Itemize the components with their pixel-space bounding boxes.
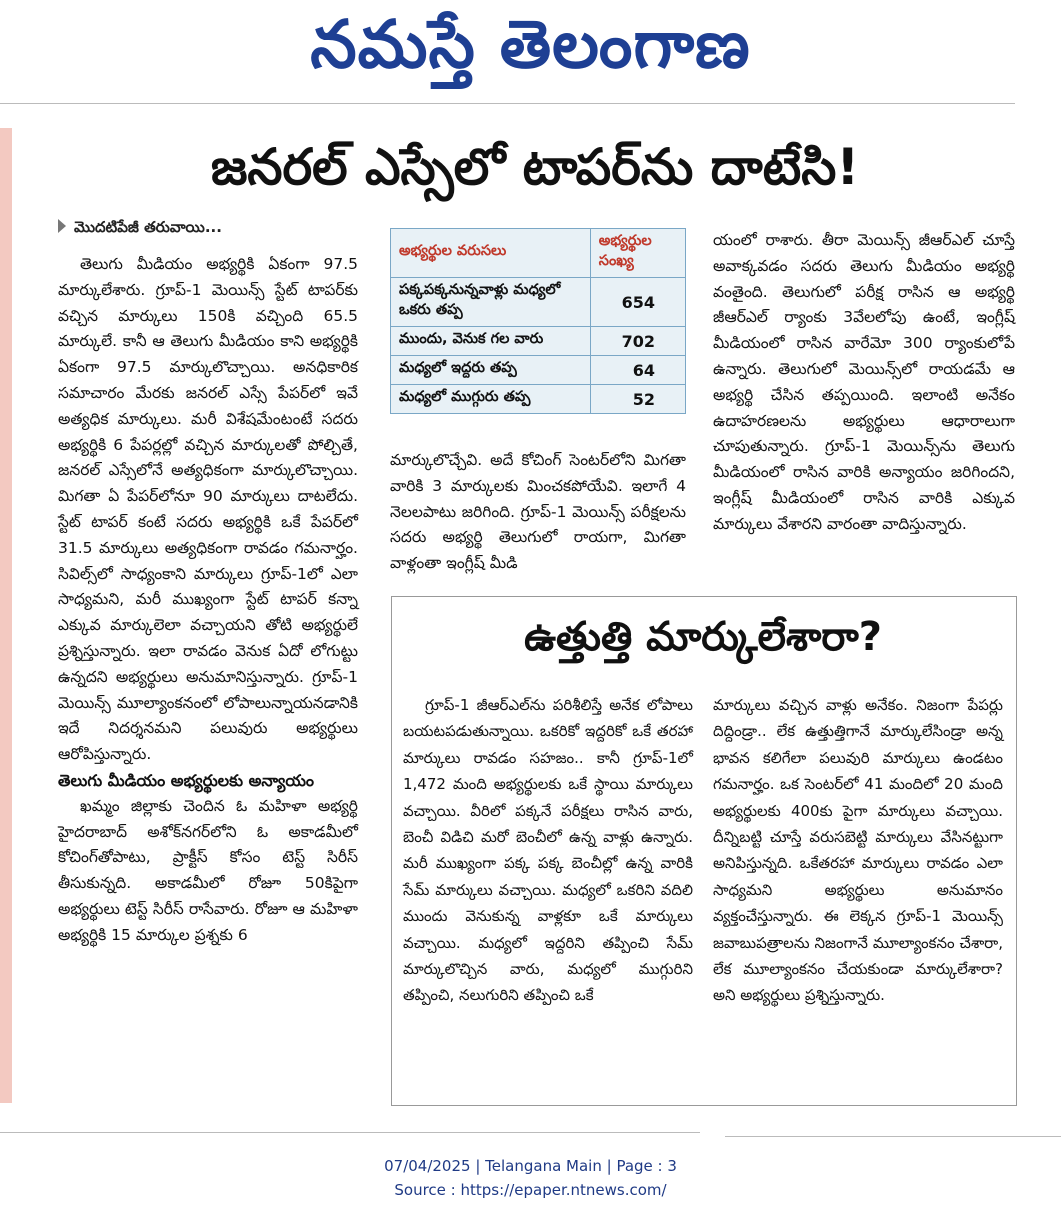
paragraph: ఖమ్మం జిల్లాకు చెందిన ఓ మహిళా అభ్యర్థి హైదరాబాద్ అశోక్‌నగర్‌లోని ఓ అకాడమీలో కోచింగ్‌తోపాటు, ప్రాక్టీస్ కోసం టెస్ట్ సిరీస్ తీసుకున్నది. అకాడమీలో రోజూ 50కిపైగా అభ్యర్థులు టెస్ట్ సిరీస్ రాసేవారు. రోజూ ఆ మహిళా అభ్యర్థికి 15 మార్కుల ప్రశ్నకు 6 [58,796,358,944]
continued-text: మొదటిపేజీ తరువాయి... [74,218,222,236]
table-cell-label: ముందు, వెనుక గల వారు [391,327,591,356]
footer-divider [0,1132,700,1133]
table-row [391,385,686,414]
paragraph: మార్కులొచ్చేవి. అదే కోచింగ్ సెంటర్‌లోని మిగతా వారికి 3 మార్కులకు మించకపోయేవి. ఇలాగే 4 నెలలపాటు జరిగింది. గ్రూప్-1 మెయిన్స్ పరీక్షలను సదరు అభ్యర్థి తెలుగులో రాయగా, మిగతా వాళ్లంతా ఇంగ్లీష్ మీడి [390,451,686,573]
table-row [391,356,686,385]
sidebar-column-2 [713,692,1003,1009]
table-cell-value: 654 [590,278,685,327]
paragraph: యంలో రాశారు. తీరా మెయిన్స్ జీఆర్‌ఎల్ చూస్తే అవాక్కవడం సదరు తెలుగు మీడియం అభ్యర్థి వంతైంది. తెలుగులో పరీక్ష రాసిన ఆ అభ్యర్థి జీఆర్‌ఎల్ ర్యాంకు 3వేలలోపు ఉంటే, ఇంగ్లీష్ మీడియంలో రాసిన వారేమో 300 ర్యాంకులోపే ఉన్నారు. తెలుగులో మెయిన్స్‌లో రాయడమే ఆ అభ్యర్థి చేసిన తప్పయింది. ఇలాంటి అనేకం ఉదాహరణలను అభ్యర్థులు ఆధారాలుగా చూపుతున్నారు. గ్రూప్-1 మెయిన్స్‌ను తెలుగు మీడియంలో రాసిన వారికి అన్యాయం జరిగిందని, ఇంగ్లీష్ మీడియంలో రాసిన వారికి ఎక్కువ మార్కులు వేశారని వారంతా వాదిస్తున్నారు. [713,231,1015,533]
table-cell-value: 702 [590,327,685,356]
table-cell-label: మధ్యలో ఇద్దరు తప్ప [391,356,591,385]
table-cell-label: పక్కపక్కనున్నవాళ్లు మధ్యలో ఒకరు తప్ప [391,278,591,327]
paragraph: గ్రూప్-1 జీఆర్‌ఎల్‌ను పరిశీలిస్తే అనేక లోపాలు బయటపడుతున్నాయి. ఒకరికో ఇద్దరికో ఒకే తరహా మార్కులు రావడం సహజం.. కానీ గ్రూప్-1లో 1,472 మంది అభ్యర్థులకు ఒకే స్థాయి మార్కులు వచ్చాయి. వీరిలో పక్కనే పరీక్షలు రాసిన వారు, బెంచీ విడిచి మరో బెంచీలో ఉన్న వాళ్లు ఉన్నారు. మరీ ముఖ్యంగా పక్క పక్క బెంచీల్లో ఉన్న వారికి సేమ్ మార్కులు వచ్చాయి. మధ్యలో ఒకరిని వదిలి ముందు వెనుకున్న వాళ్లకూ ఒకే మార్కులు వచ్చాయి. మధ్యలో ఇద్దరిని తప్పించి సేమ్ మార్కులొచ్చిన వారు, మధ్యలో ముగ్గురిని తప్పించి, నలుగురిని తప్పించి ఒకే [403,696,693,1005]
left-margin-strip [0,128,12,1103]
continued-label [58,218,222,240]
chevron-right-icon [58,219,66,233]
table-row [391,327,686,356]
page-footer [0,1154,1061,1202]
sidebar-box-title: ఉత్తుత్తి మార్కులేశారా? [524,614,882,660]
sidebar-column-1 [403,692,693,1009]
table-cell-value: 52 [590,385,685,414]
article-column-3 [713,228,1015,538]
table-header: అభ్యర్థుల సంఖ్య [590,229,685,278]
article-column-2 [390,448,686,577]
table-row [391,278,686,327]
table-header-row [391,229,686,278]
article-column-1 [58,252,358,949]
paragraph: తెలుగు మీడియం అభ్యర్థికి ఏకంగా 97.5 మార్కులేశారు. గ్రూప్-1 మెయిన్స్ స్టేట్ టాపర్‌కు వచ్చిన మార్కులు 150కి వచ్చింది 65.5 మార్కులే. కానీ ఆ తెలుగు మీడియం కాని అభ్యర్థికి ఏకంగా 97.5 మార్కులొచ్చాయి. అనధికారిక సమాచారం మేరకు జనరల్ ఎస్సే పేపర్‌లో ఇవే అత్యధిక మార్కులు. మరీ విశేషమేంటంటే సదరు అభ్యర్థికి 6 పేపర్లల్లో వచ్చిన మార్కులతో పోల్చితే, జనరల్ ఎస్సేలోనే అత్యధికంగా మార్కులొచ్చాయి. మిగతా ఏ పేపర్‌లోనూ 90 మార్కులు దాటలేదు. స్టేట్ టాపర్ కంటే సదరు అభ్యర్థికి ఒకే పేపర్‌లో 31.5 మార్కులు అత్యధికంగా రావడం గమనార్హం. సివిల్స్‌లో సాధ్యంకాని మార్కులు గ్రూప్-1లో ఎలా సాధ్యమని, మరీ ముఖ్యంగా స్టేట్ టాపర్ కన్నా ఎక్కువ మార్కులెలా వచ్చాయని తోటి అభ్యర్థులే ప్రశ్నిస్తున్నారు. ఇలా రావడం వెనుక ఏదో లోగుట్టు ఉన్నదని అభ్యర్థులు అనుమానిస్తున్నారు. గ్రూప్-1 మెయిన్స్ మూల్యాంకనంలో లోపాలున్నాయనడానికి ఇదే నిదర్శనమని పలువురు అభ్యర్థులు ఆరోపిస్తున్నారు. [58,255,358,764]
footer-date-line: 07/04/2025 | Telangana Main | Page : 3 [384,1157,677,1175]
article-headline: జనరల్ ఎస్సేలో టాపర్‌ను దాటేసి! [210,138,860,196]
table-cell-value: 64 [590,356,685,385]
table-cell-label: మధ్యలో ముగ్గురు తప్ప [391,385,591,414]
paragraph: మార్కులు వచ్చిన వాళ్లు అనేకం. నిజంగా పేపర్లు దిద్దిండ్రా.. లేక ఉత్తుత్తిగానే మార్కులేసిండ్రా అన్న భావన కలిగేలా పలువురి మార్కులు ఉండటం గమనార్హం. ఒక సెంటర్‌లో 41 మందిలో 20 మంది అభ్యర్థులకు 400కు పైగా మార్కులు వచ్చాయి. దీన్నిబట్టి చూస్తే వరుసబెట్టి మార్కులు వేసినట్టుగా అనిపిస్తున్నది. ఒకేతరహా మార్కులు రావడం ఎలా సాధ్యమని అభ్యర్థులు అనుమానం వ్యక్తంచేస్తున్నారు. ఈ లెక్కన గ్రూప్-1 మెయిన్స్ జవాబుపత్రాలను నిజంగానే మూల్యాంకనం చేశారా, లేక మూల్యాంకనం చేయకుండా మార్కులేశారా? అని అభ్యర్థులు ప్రశ్నిస్తున్నారు. [713,696,1003,1005]
masthead-divider [0,103,1015,104]
footer-source-line: Source : https://epaper.ntnews.com/ [394,1181,667,1199]
candidates-table [390,228,686,414]
masthead [0,0,1061,100]
subheading: తెలుగు మీడియం అభ్యర్థులకు అన్యాయం [58,770,315,790]
newspaper-logo: నమస్తే తెలంగాణ [310,6,751,83]
footer-divider [725,1136,1061,1137]
table-header: అభ్యర్థుల వరుసలు [391,229,591,278]
